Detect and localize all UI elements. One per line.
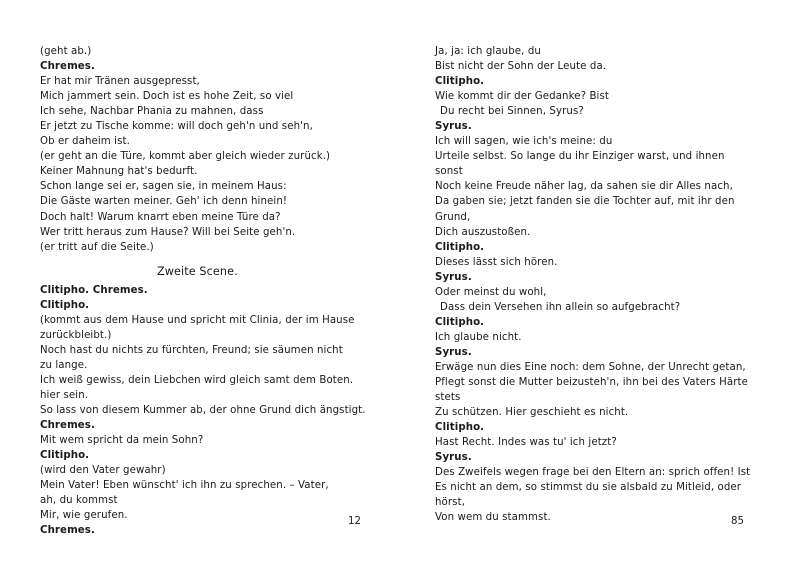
- speaker-name: Syrus.: [435, 271, 472, 283]
- text-line: Wer tritt heraus zum Hause? Will bei Seite geh'n.: [40, 226, 296, 238]
- text-line: Ich will sagen, wie ich's meine: du: [435, 136, 613, 148]
- text-line: Er jetzt zu Tische komme: will doch geh'n und seh'n,: [40, 121, 313, 133]
- text-line: Grund,: [435, 211, 471, 223]
- text-line: Pflegt sonst die Mutter beizusteh'n, ihn bei des Vaters Härte: [435, 377, 748, 389]
- text-line: Die Gäste warten meiner. Geh' ich denn hinein!: [40, 196, 288, 208]
- text-line: Von wem du stammst.: [435, 512, 551, 524]
- text-line: zurückbleibt.): [40, 329, 112, 341]
- speaker-name: Syrus.: [435, 346, 472, 358]
- text-line: Du recht bei Sinnen, Syrus?: [440, 106, 584, 118]
- text-line: Da gaben sie; jetzt fanden sie die Tochter auf, mit ihr den: [435, 196, 735, 208]
- text-line: Zu schützen. Hier geschieht es nicht.: [435, 407, 629, 419]
- text-line: Er hat mir Tränen ausgepresst,: [40, 76, 200, 88]
- text-line: Bist nicht der Sohn der Leute da.: [435, 61, 607, 73]
- text-line: Ich glaube nicht.: [435, 331, 522, 343]
- text-line: (geht ab.): [40, 46, 92, 57]
- speaker-name: Chremes.: [40, 525, 95, 537]
- text-line: So lass von diesem Kummer ab, der ohne Grund dich ängstigt.: [40, 405, 366, 417]
- text-line: Dass dein Versehen ihn allein so aufgebracht?: [440, 301, 681, 313]
- text-line: sonst: [435, 166, 463, 178]
- speaker-name: Chremes.: [40, 61, 95, 73]
- text-line: Urteile selbst. So lange du ihr Einziger warst, und ihnen: [435, 151, 725, 163]
- text-line: (er tritt auf die Seite.): [40, 241, 154, 253]
- text-line: Mit wem spricht da mein Sohn?: [40, 435, 204, 447]
- text-line: (er geht an die Türe, kommt aber gleich wieder zurück.): [40, 151, 331, 163]
- left-text-column: [40, 44, 385, 538]
- text-line: Ich sehe, Nachbar Phania zu mahnen, dass: [40, 106, 264, 118]
- speaker-name: Clitipho.: [435, 241, 485, 253]
- text-line: Dieses lässt sich hören.: [435, 256, 558, 268]
- text-line: ah, du kommst: [40, 495, 118, 507]
- text-line: Es nicht an dem, so stimmst du sie alsbald zu Mitleid, oder: [435, 482, 742, 494]
- text-line: stets: [435, 392, 461, 404]
- speaker-name: Clitipho.: [40, 299, 90, 311]
- text-line: Doch halt! Warum knarrt eben meine Türe da?: [40, 211, 281, 223]
- speaker-name: Chremes.: [40, 420, 95, 432]
- text-line: zu lange.: [40, 359, 88, 371]
- speaker-name: Clitipho.: [435, 422, 485, 434]
- speaker-name: Syrus.: [435, 121, 472, 133]
- text-line: Mich jammert sein. Doch ist es hohe Zeit, so viel: [40, 91, 294, 103]
- page-number-left: 12: [348, 516, 361, 527]
- speaker-name: Syrus.: [435, 452, 472, 464]
- text-line: hier sein.: [40, 389, 89, 401]
- text-line: hörst,: [435, 497, 466, 509]
- text-line: (wird den Vater gewahr): [40, 465, 166, 477]
- text-line: Noch keine Freude näher lag, da sahen sie dir Alles nach,: [435, 181, 733, 193]
- text-line: Keiner Mahnung hat's bedurft.: [40, 166, 198, 178]
- scene-heading: Zweite Scene.: [157, 264, 238, 278]
- text-line: (kommt aus dem Hause und spricht mit Clinia, der im Hause: [40, 314, 355, 326]
- speaker-name: Clitipho.: [40, 450, 90, 462]
- text-line: Wie kommt dir der Gedanke? Bist: [435, 91, 609, 103]
- text-line: Oder meinst du wohl,: [435, 286, 547, 298]
- speaker-name: Clitipho.: [435, 316, 485, 328]
- text-line: Des Zweifels wegen frage bei den Eltern an: sprich offen! Ist: [435, 467, 751, 479]
- text-line: Mir, wie gerufen.: [40, 510, 128, 522]
- right-text-column: [435, 44, 780, 526]
- text-line: Dich auszustoßen.: [435, 226, 531, 238]
- text-line: Ob er daheim ist.: [40, 136, 130, 148]
- text-line: Noch hast du nichts zu fürchten, Freund; sie säumen nicht: [40, 344, 343, 356]
- speaker-name: Clitipho. Chremes.: [40, 284, 148, 296]
- text-line: Mein Vater! Eben wünscht' ich ihn zu sprechen. – Vater,: [40, 480, 329, 492]
- page-number-right: 85: [731, 516, 744, 527]
- text-line: Erwäge nun dies Eine noch: dem Sohne, der Unrecht getan,: [435, 361, 746, 373]
- speaker-name: Clitipho.: [435, 76, 485, 88]
- text-line: Ich weiß gewiss, dein Liebchen wird gleich samt dem Boten.: [40, 374, 354, 386]
- text-line: Ja, ja: ich glaube, du: [435, 46, 541, 57]
- text-line: Schon lange sei er, sagen sie, in meinem Haus:: [40, 181, 287, 193]
- text-line: Hast Recht. Indes was tu' ich jetzt?: [435, 437, 617, 449]
